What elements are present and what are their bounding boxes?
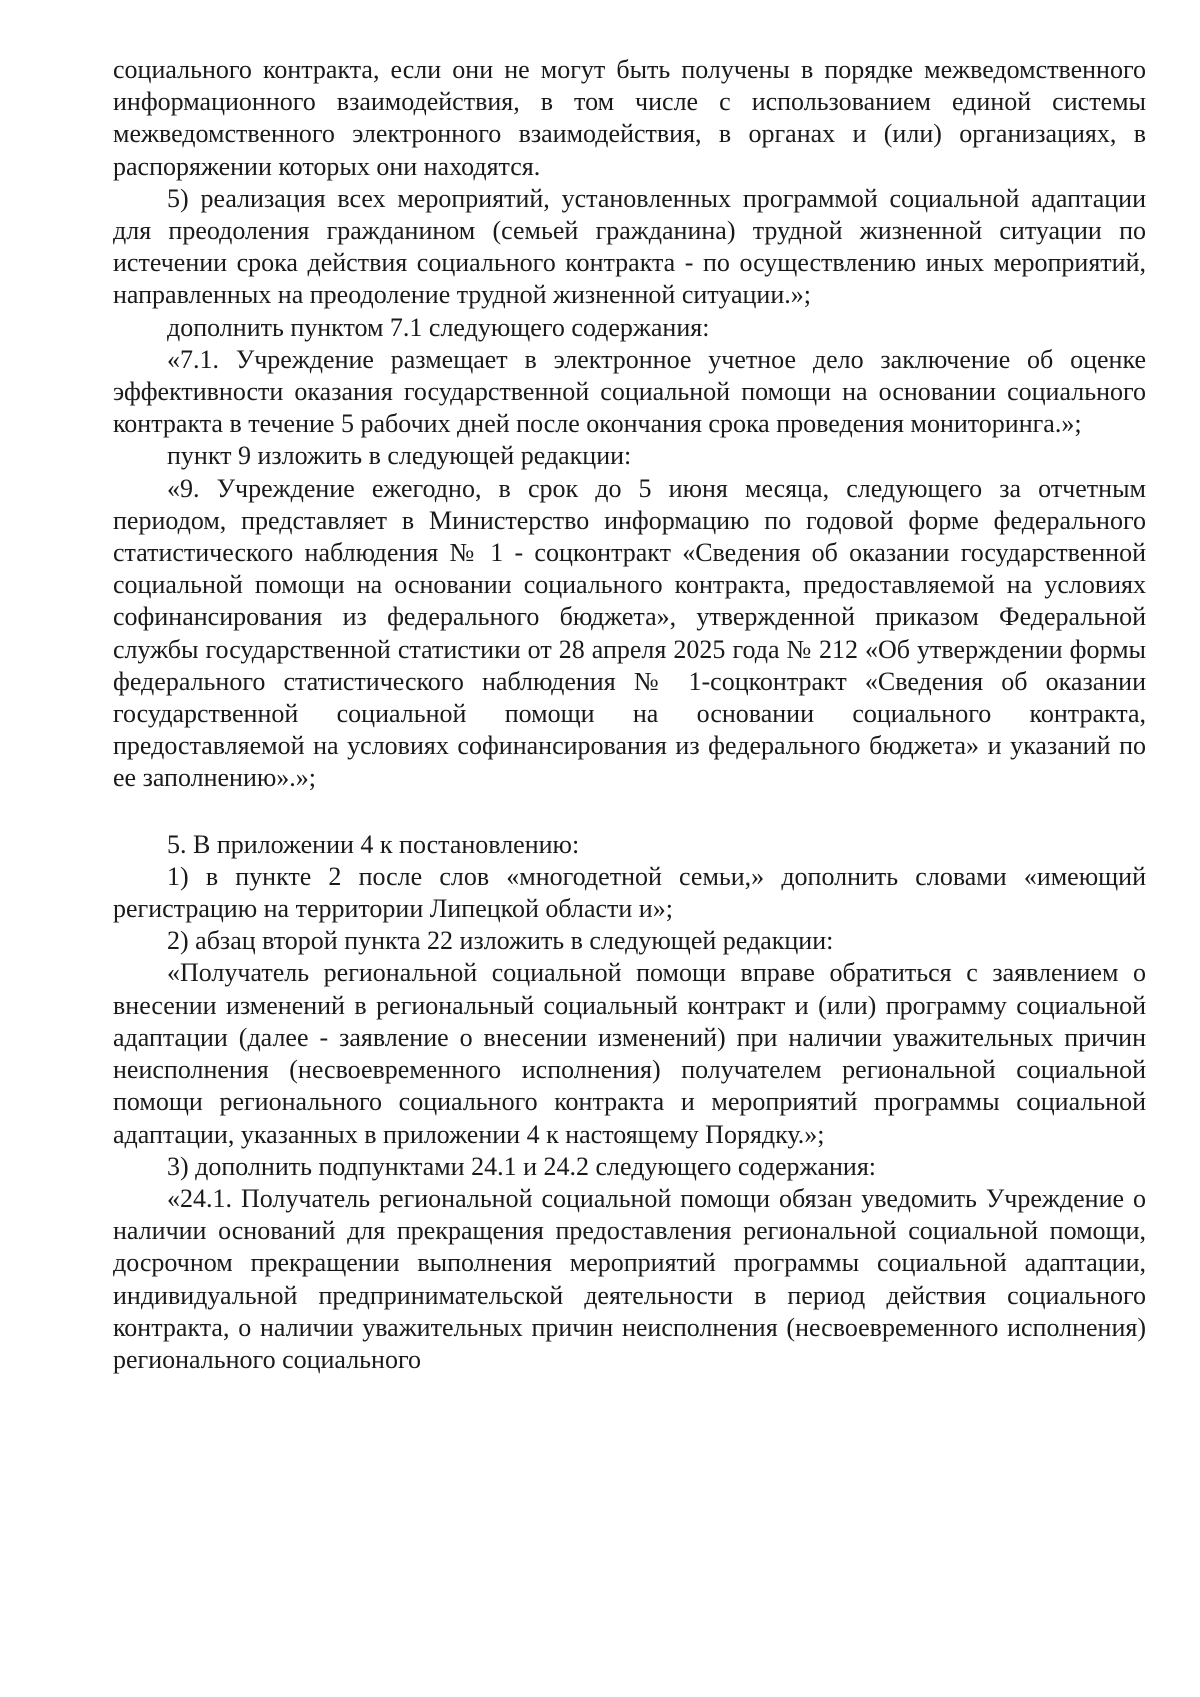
document-body [113,54,1146,1376]
paragraph-point-9-heading: пункт 9 изложить в следующей редакции: [167,441,632,471]
paragraph-point-24-1: «24.1. Получатель региональной социальной помощи обязан уведомить Учреждение о наличии оснований для прекращения предоставления региональной социальной помощи, досрочном прекращении выполнения мероприятий программы социальной адаптации, индивидуальной предпринимательской деятельности в период действия социального контракта, о наличии уважительных причин неисполнения (несвоевременного исполнения) регионального социального [113,1183,1146,1374]
paragraph-sub-1: 1) в пункте 2 после слов «многодетной семьи,» дополнить словами «имеющий регистрацию на территории Липецкой области и»; [113,861,1146,924]
paragraph-section-5: 5. В приложении 4 к постановлению: [167,829,580,859]
paragraph-point-9: «9. Учреждение ежегодно, в срок до 5 июня месяца, следующего за отчетным периодом, представляет в Министерство информацию по годовой форме федерального статистического наблюдения № 1 - соцконтракт «Сведения об оказании государственной социальной помощи на основании социального контракта, предоставляемой на условиях софинансирования из федерального бюджета», утвержденной приказом Федеральной службы государственной статистики от 28 апреля 2025 года № 212 «Об утверждении формы федерального статистического наблюдения № 1-соцконтракт «Сведения об оказании государственной социальной помощи на основании социального контракта, предоставляемой на условиях софинансирования из федерального бюджета» и указаний по ее заполнению».»; [113,473,1146,793]
paragraph-continuation: социального контракта, если они не могут быть получены в порядке межведомственного информационного взаимодействия, в том числе с использованием единой системы межведомственного электронного взаимодействия, в органах и (или) организациях, в распоряжении которых они находятся. [113,55,1146,181]
paragraph-add-point-7-1: дополнить пунктом 7.1 следующего содержания: [167,312,710,342]
paragraph-sub-2: 2) абзац второй пункта 22 изложить в следующей редакции: [167,926,834,956]
paragraph-point-7-1: «7.1. Учреждение размещает в электронное учетное дело заключение об оценке эффективности оказания государственной социальной помощи на основании социального контракта в течение 5 рабочих дней после окончания срока проведения мониторинга.»; [113,344,1146,439]
paragraph-sub-3: 3) дополнить подпунктами 24.1 и 24.2 следующего содержания: [167,1151,877,1181]
paragraph-item-5: 5) реализация всех мероприятий, установленных программой социальной адаптации для преодоления гражданином (семьей гражданина) трудной жизненной ситуации по истечении срока действия социального контракта - по осуществлению иных мероприятий, направленных на преодоление трудной жизненной ситуации.»; [113,183,1146,310]
paragraph-point-22-text: «Получатель региональной социальной помощи вправе обратиться с заявлением о внесении изменений в региональный социальный контракт и (или) программу социальной адаптации (далее - заявление о внесении изменений) при наличии уважительных причин неисполнения (несвоевременного исполнения) получателем региональной социальной помощи регионального социального контракта и мероприятий программы социальной адаптации, указанных в приложении 4 к настоящему Порядку.»; [113,958,1146,1149]
